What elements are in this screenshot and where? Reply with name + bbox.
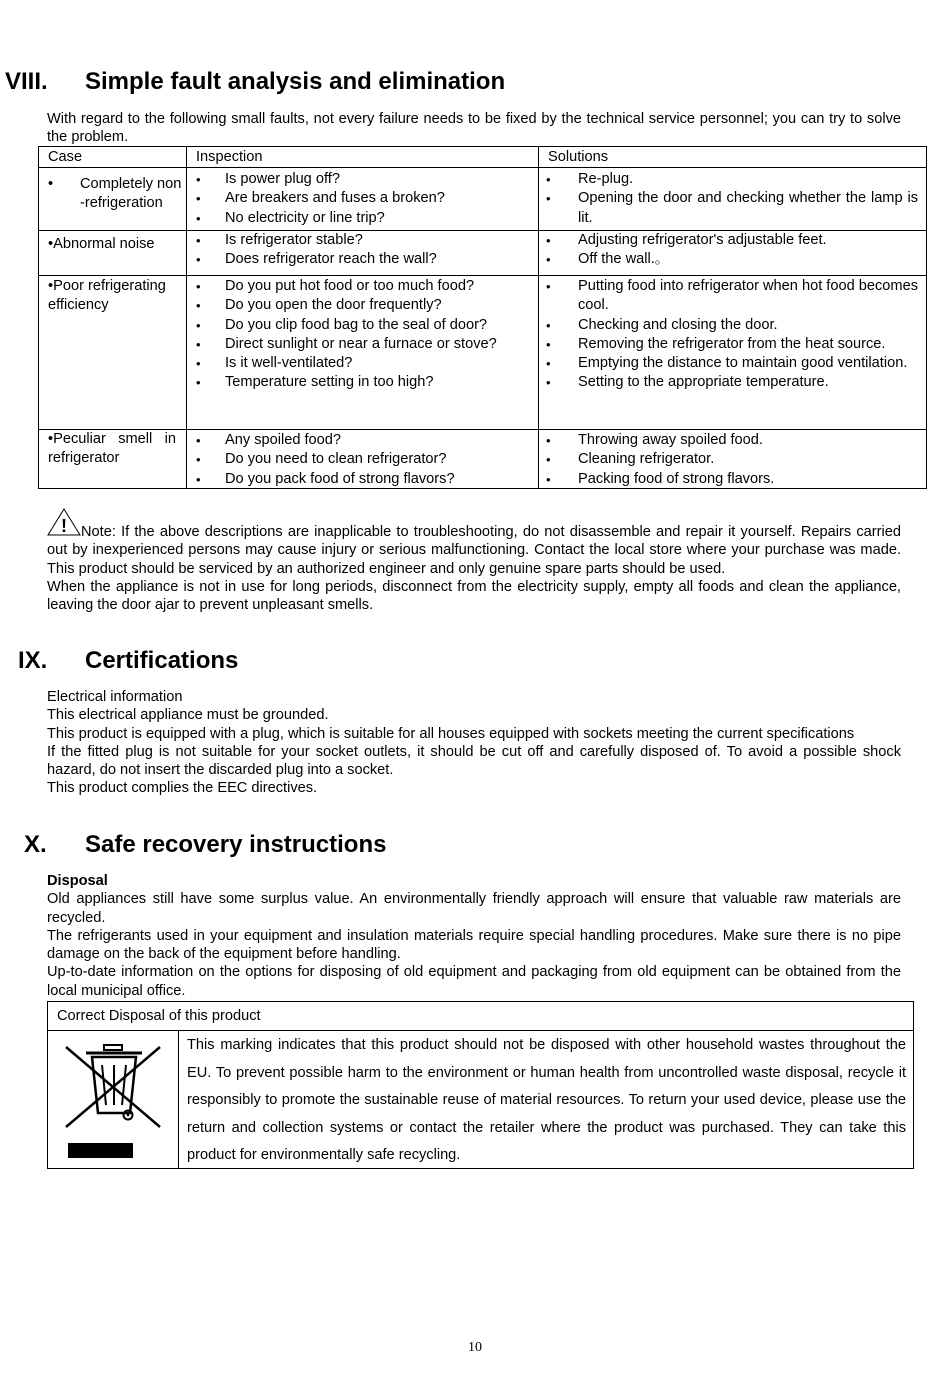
inspection-item: • Any spoiled food?: [188, 431, 533, 450]
note-paragraph: Note: If the above descriptions are inapplicable to troubleshooting, do not disassemble and repair it yourself. Repairs carried out by inexperienced persons may cause injury or serious malfunctioning. Contact the local store where your purchase was made. This product should be serviced by an authorized engineer and only genuine spare parts should be used.: [47, 524, 901, 577]
solution-item: • Packing food of strong flavors.: [540, 470, 918, 489]
solution-item: • Throwing away spoiled food.: [540, 431, 918, 450]
inspection-item: • Is power plug off?: [188, 170, 533, 189]
page-number: 10: [468, 1340, 482, 1355]
solution-item: • Adjusting refrigerator's adjustable feet.: [540, 231, 918, 250]
section-9-title: Certifications: [85, 647, 239, 674]
disposal-line: The refrigerants used in your equipment and insulation materials require special handling procedures. Make sure there is no pipe damage on the back of the equipment before handling.: [47, 927, 901, 963]
section-9-number: IX.: [18, 647, 48, 674]
section-9-body: [47, 688, 901, 798]
solutions-list: [540, 170, 918, 228]
disposal-line: Old appliances still have some surplus value. An environmentally friendly approach will ensure that valuable raw materials are recycled.: [47, 891, 901, 926]
inspection-list: [188, 170, 533, 228]
solutions-list: [540, 431, 918, 489]
solution-item: • Cleaning refrigerator.: [540, 450, 918, 469]
inspection-item: • Is refrigerator stable?: [188, 231, 533, 250]
disposal-subheading: Disposal: [47, 873, 108, 889]
case-label: •Peculiar smell in refrigerator: [48, 431, 176, 466]
solution-item: • Setting to the appropriate temperature.: [540, 373, 918, 392]
case-label: •Abnormal noise: [48, 236, 155, 252]
inspection-list: [188, 431, 533, 489]
section-9-heading: [18, 647, 418, 675]
section-8-title: Simple fault analysis and elimination: [85, 68, 506, 95]
section-8-number: VIII.: [5, 68, 48, 95]
cert-line: If the fitted plug is not suitable for your socket outlets, it should be cut off and carefully disposed of. To avoid a possible shock hazard, do not insert the discarded plug into a socket.: [47, 743, 901, 779]
inspection-item: • Do you clip food bag to the seal of door?: [188, 316, 533, 335]
fault-analysis-table: [38, 146, 927, 489]
solution-item: • Removing the refrigerator from the heat source.: [540, 335, 918, 354]
solutions-list: [540, 231, 918, 270]
solutions-list: [540, 277, 918, 393]
header-inspection: Inspection: [196, 149, 263, 165]
inspection-list: [188, 231, 533, 270]
correct-disposal-box: [47, 1001, 914, 1169]
cert-line: This electrical appliance must be grounded.: [47, 707, 329, 724]
inspection-item: • Do you pack food of strong flavors?: [188, 470, 533, 489]
cert-line: This product complies the EEC directives.: [47, 780, 318, 797]
disposal-line: Up-to-date information on the options for disposing of old equipment and packaging from old equipment can be obtained from the local municipal office.: [47, 964, 901, 999]
solution-item: • Opening the door and checking whether the lamp is lit.: [540, 189, 918, 228]
section-10-heading: [24, 831, 524, 859]
warning-symbol: !: [61, 516, 67, 536]
inspection-item: • No electricity or line trip?: [188, 209, 533, 228]
inspection-item: • Do you put hot food or too much food?: [188, 277, 533, 296]
section-8-intro: With regard to the following small faults, not every failure needs to be fixed by the technical service personnel; you can try to solve the problem.: [47, 111, 901, 146]
inspection-item: • Are breakers and fuses a broken?: [188, 189, 533, 208]
section-10-number: X.: [24, 831, 47, 858]
inspection-list: [188, 277, 533, 393]
cert-line: Electrical information: [47, 689, 183, 705]
case-cell: • Completely non-refrigeration: [48, 175, 178, 213]
case-label: Completely non-refrigeration: [80, 176, 182, 211]
inspection-item: • Temperature setting in too high?: [188, 373, 533, 392]
case-label: •Poor refrigerating efficiency: [48, 278, 166, 313]
solution-item: • Putting food into refrigerator when hot food becomes cool.: [540, 277, 918, 316]
solution-item: • Checking and closing the door.: [540, 316, 918, 335]
section-10-title: Safe recovery instructions: [85, 831, 387, 858]
header-solutions: Solutions: [548, 149, 609, 165]
inspection-item: • Is it well-ventilated?: [188, 354, 533, 373]
section-10-body: [47, 872, 901, 1000]
cert-line: This product is equipped with a plug, which is suitable for all houses equipped with sockets meeting the current specifications: [47, 725, 855, 742]
note-text: [47, 523, 901, 614]
crossed-out-wheelie-bin-icon: [58, 1039, 173, 1159]
disposal-box-title: Correct Disposal of this product: [57, 1008, 261, 1024]
solution-item: • Emptying the distance to maintain good ventilation.: [540, 354, 918, 373]
inspection-item: • Do you open the door frequently?: [188, 296, 533, 315]
header-case: Case: [48, 149, 83, 165]
note-paragraph-2: When the appliance is not in use for long periods, disconnect from the electricity supply, empty all foods and clean the appliance, leaving the door ajar to prevent unpleasant smells.: [47, 578, 901, 614]
disposal-box-text: This marking indicates that this product should not be disposed with other household wastes throughout the EU. To prevent possible harm to the environment or human health from uncontrolled waste disposal, recycle it responsibly to promote the sustainable reuse of material resources. To return your used device, please use the return and collection systems or contact the retailer where the product was purchased. They can take this product for environmentally safe recycling.: [187, 1037, 906, 1164]
inspection-item: • Do you need to clean refrigerator?: [188, 450, 533, 469]
inspection-item: • Does refrigerator reach the wall?: [188, 250, 533, 269]
solution-item: • Re-plug.: [540, 170, 918, 189]
inspection-item: • Direct sunlight or near a furnace or stove?: [188, 335, 533, 354]
section-8-heading: [5, 68, 605, 96]
solution-item: • Off the wall.。: [540, 250, 918, 269]
